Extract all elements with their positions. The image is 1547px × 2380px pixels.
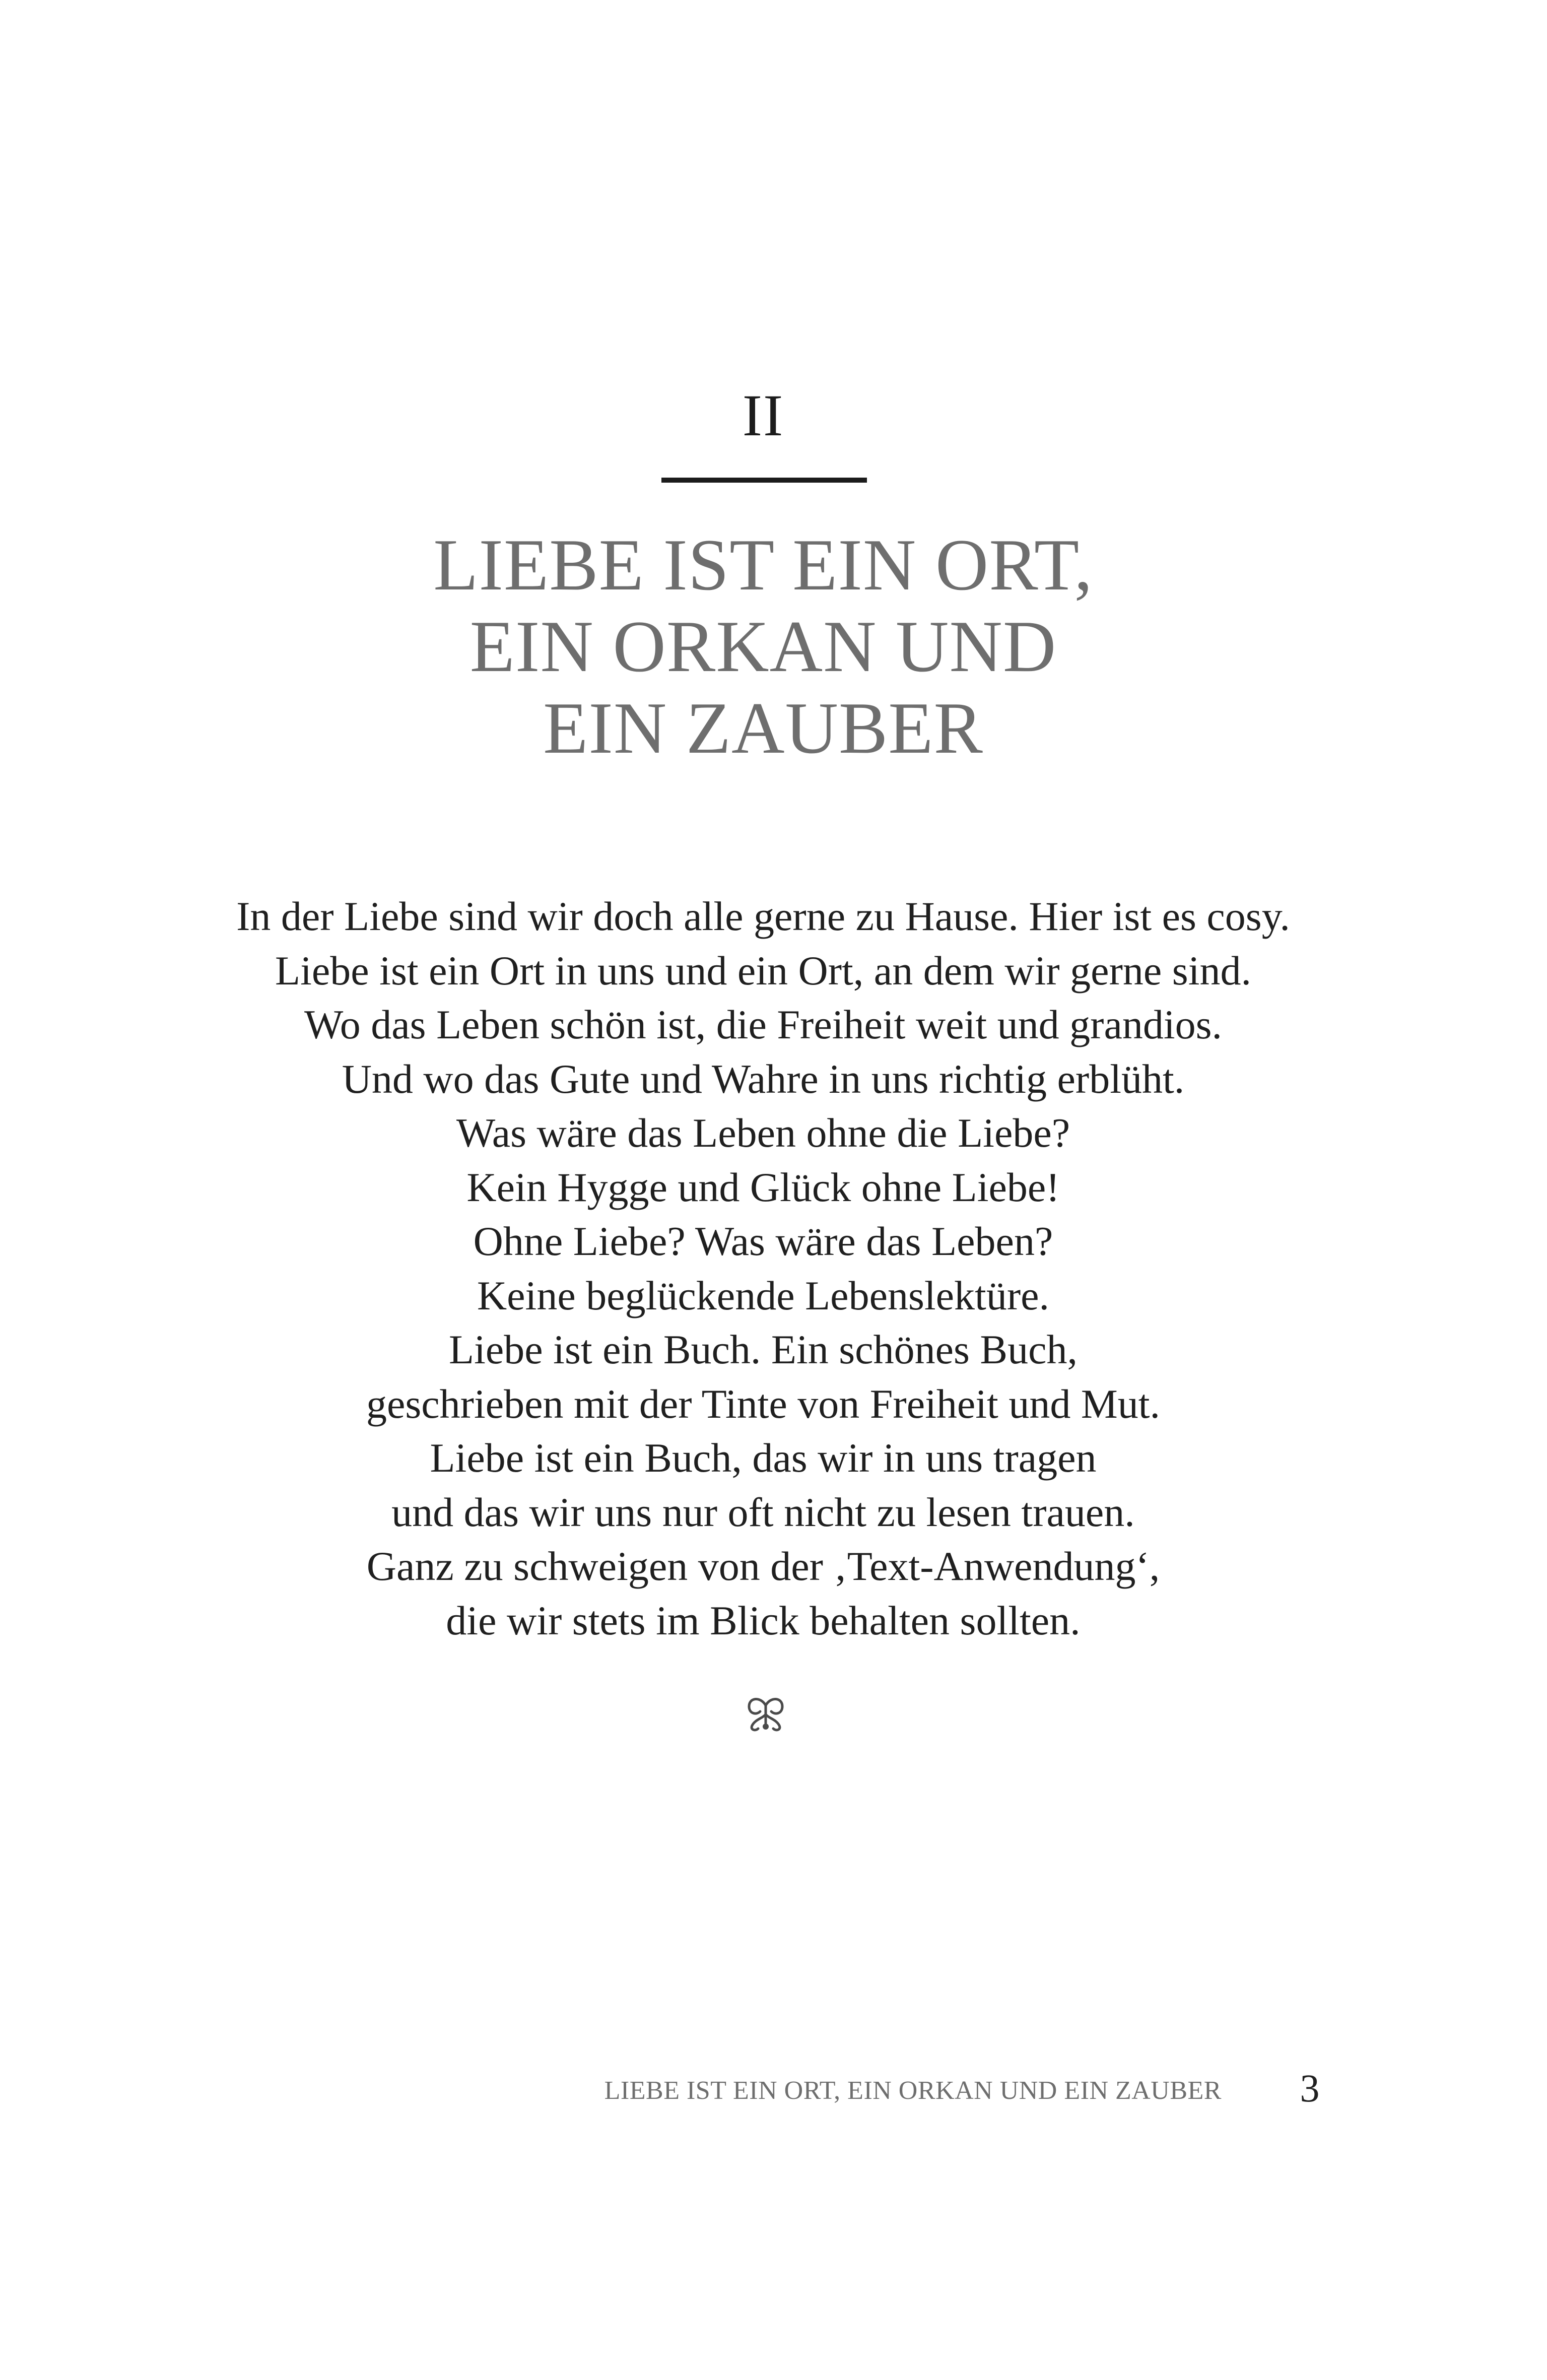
poem-line: die wir stets im Blick behalten sollten. [446, 1597, 1081, 1643]
chapter-number: II [742, 382, 784, 448]
chapter-title [0, 524, 1526, 769]
poem-line: Wo das Leben schön ist, die Freiheit weit und grandios. [304, 1002, 1223, 1047]
poem-line: Liebe ist ein Buch. Ein schönes Buch, [449, 1327, 1078, 1372]
poem-line: In der Liebe sind wir doch alle gerne zu Hause. Hier ist es cosy. [236, 893, 1290, 939]
poem-line: Liebe ist ein Buch, das wir in uns tragen [430, 1435, 1097, 1481]
poem-body [0, 889, 1526, 1647]
running-head: LIEBE IST EIN ORT, EIN ORKAN UND EIN ZAUBER [604, 2076, 1222, 2105]
poem-line: Ohne Liebe? Was wäre das Leben? [473, 1218, 1053, 1264]
poem-line: Liebe ist ein Ort in uns und ein Ort, an dem wir gerne sind. [275, 947, 1251, 994]
chapter-title-line: LIEBE IST EIN ORT, [433, 524, 1093, 606]
page-number: 3 [1300, 2066, 1320, 2110]
poem-line: Und wo das Gute und Wahre in uns richtig erblüht. [342, 1055, 1185, 1102]
poem-line: Kein Hygge und Glück ohne Liebe! [466, 1164, 1060, 1210]
chapter-title-line: EIN ZAUBER [543, 687, 983, 769]
fleuron-ornament-icon [743, 1690, 788, 1736]
poem-line: Keine beglückende Lebenslektüre. [477, 1272, 1050, 1318]
poem-line: Ganz zu schweigen von der ‚Text-Anwendung‘, [366, 1543, 1160, 1589]
chapter-divider-rule [661, 478, 867, 483]
chapter-title-line: EIN ORKAN UND [469, 606, 1057, 687]
poem-line: und das wir uns nur oft nicht zu lesen trauen. [391, 1489, 1135, 1535]
poem-line: Was wäre das Leben ohne die Liebe? [456, 1110, 1070, 1156]
poem-line: geschrieben mit der Tinte von Freiheit und Mut. [366, 1380, 1161, 1427]
